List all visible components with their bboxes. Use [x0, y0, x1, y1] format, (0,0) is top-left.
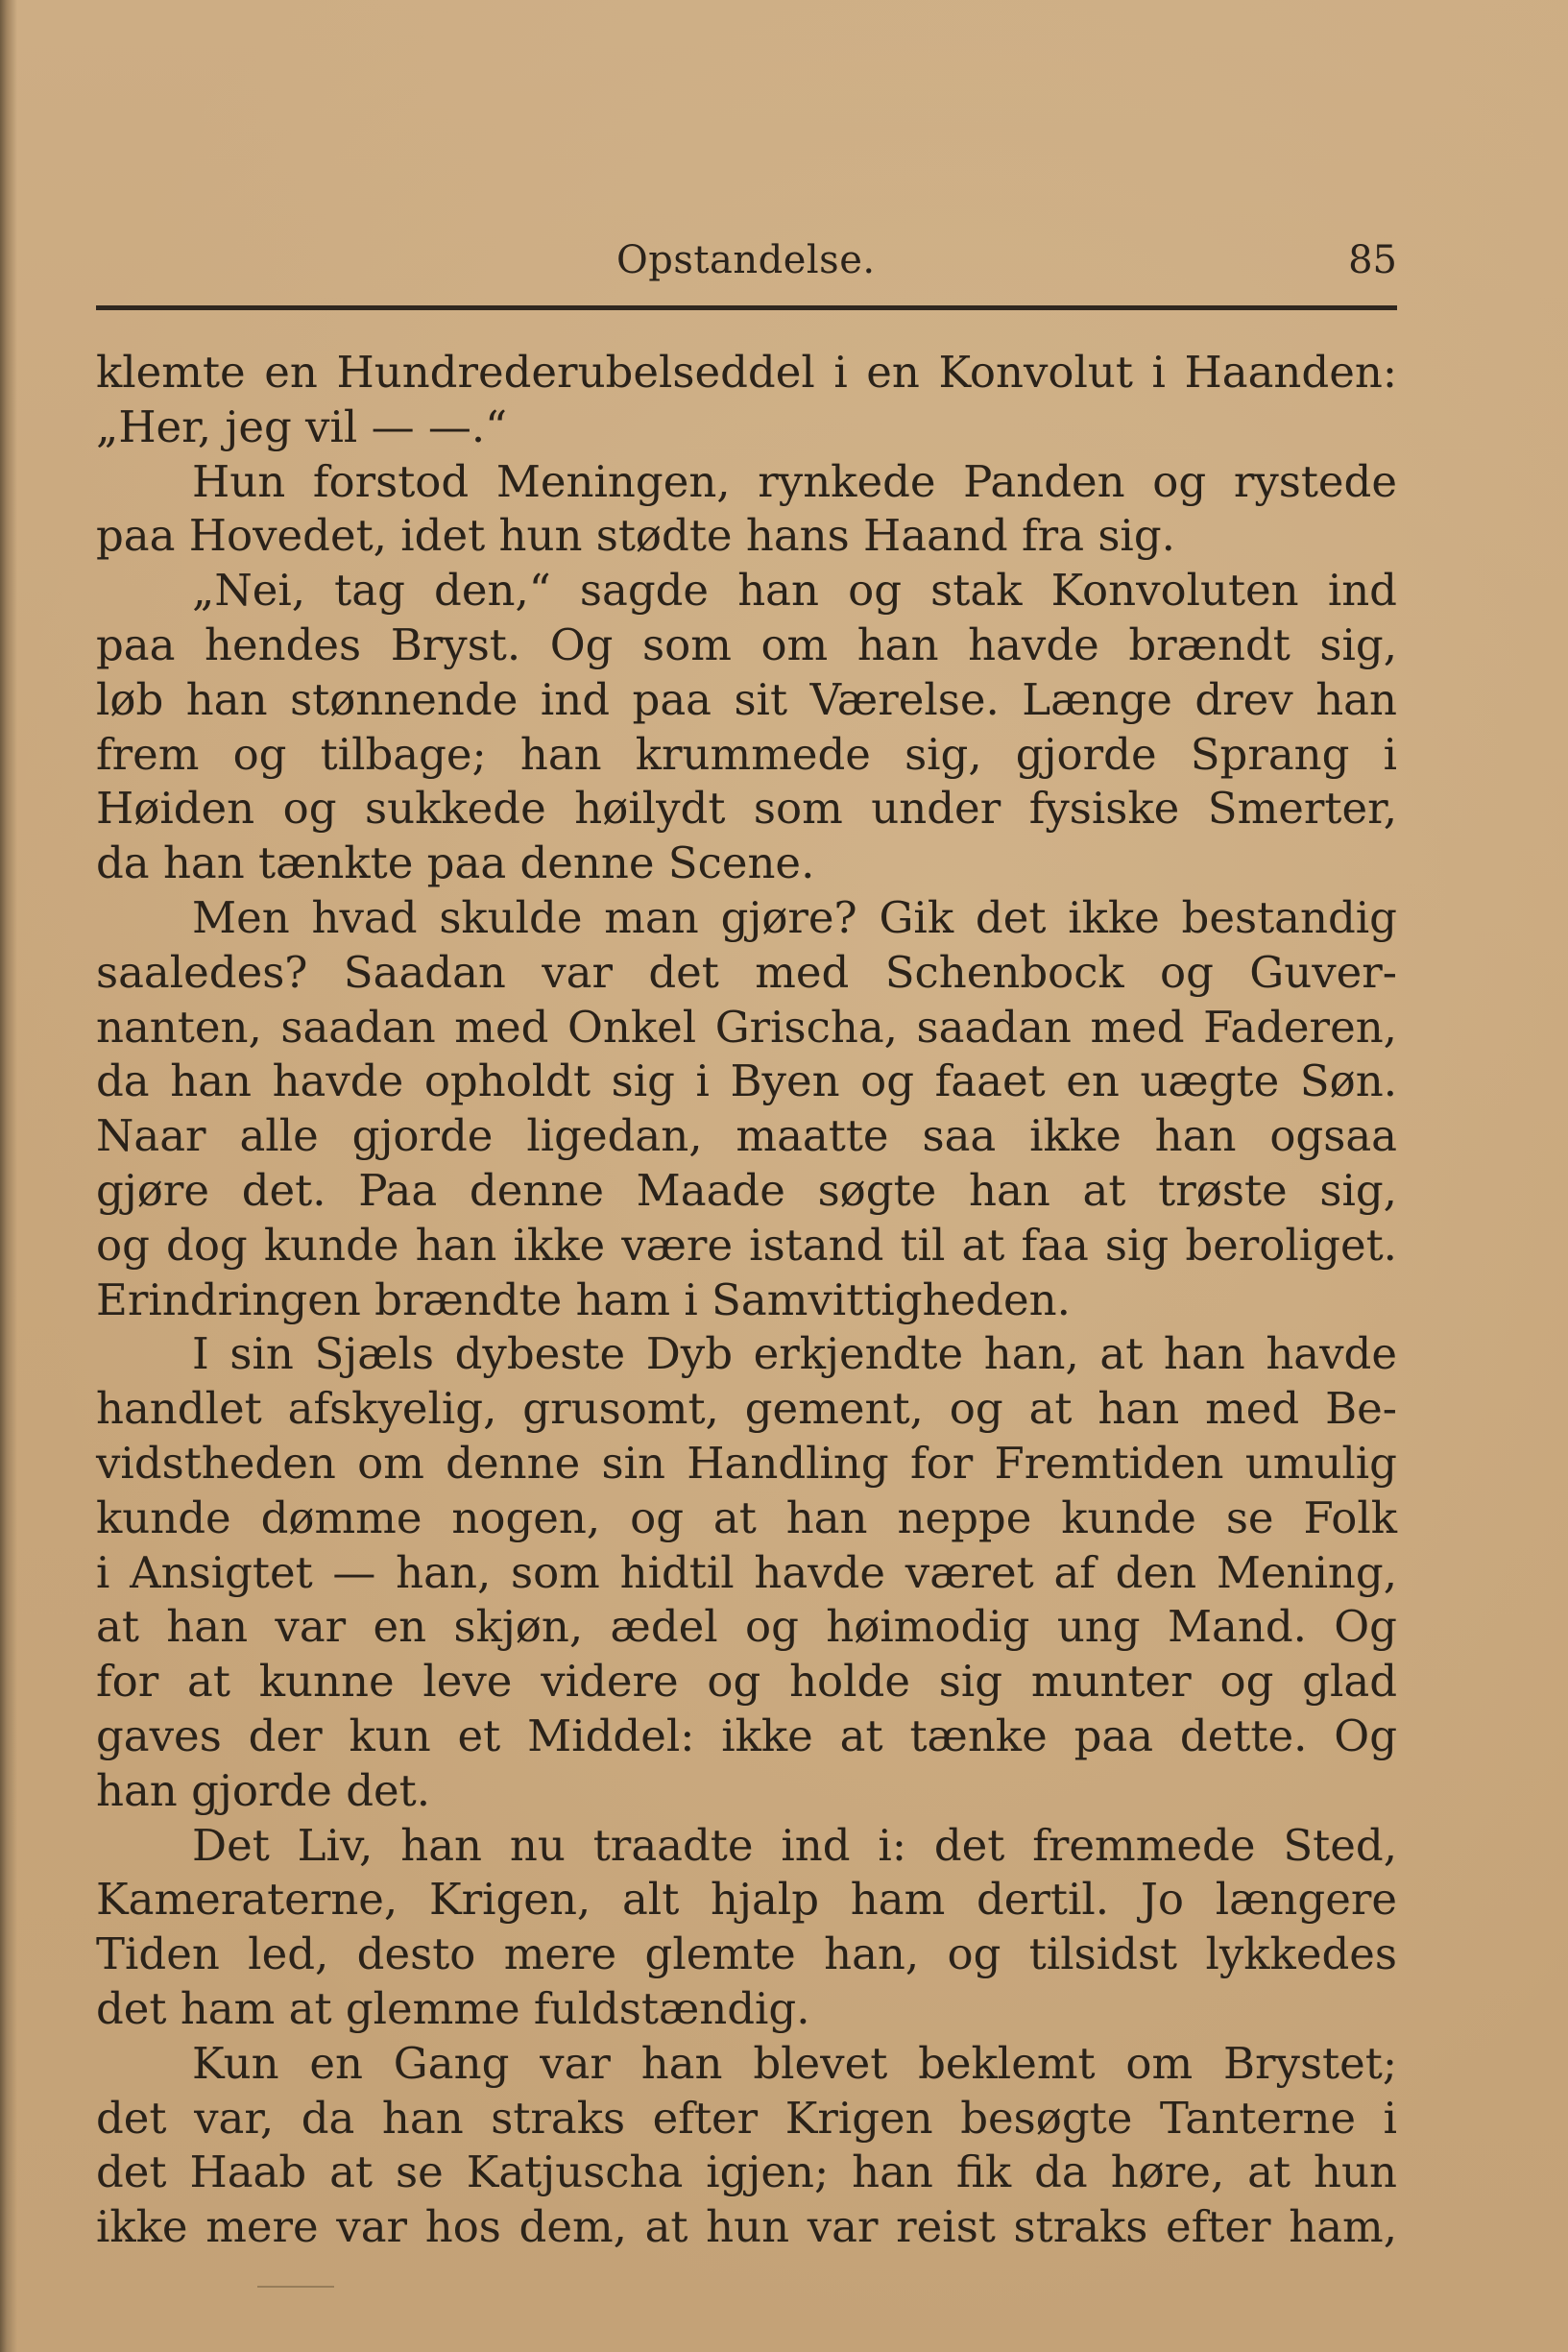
text-line: „Her, jeg vil — —.“ — [96, 400, 508, 452]
chapter-title: Opstandelse. — [616, 238, 876, 282]
text-line: for at kunne leve videre og holde sig munter og glad — [96, 1656, 1397, 1708]
text-line: paa Hovedet, idet hun stødte hans Haand fra sig. — [96, 510, 1175, 562]
text-line: Kameraterne, Krigen, alt hjalp ham dertil. Jo længere — [96, 1874, 1397, 1926]
text-line: frem og tilbage; han krummede sig, gjorde Sprang i — [96, 728, 1397, 780]
running-head — [96, 238, 1397, 288]
text-line: Erindringen brændte ham i Samvittigheden. — [96, 1273, 1071, 1325]
text-line: da han havde opholdt sig i Byen og faaet en uægte Søn. — [96, 1055, 1397, 1107]
text-line: at han var en skjøn, ædel og høimodig ung Mand. Og — [96, 1601, 1397, 1653]
text-line: han gjorde det. — [96, 1764, 431, 1816]
text-line: „Nei, tag den,“ sagde han og stak Konvoluten ind — [192, 565, 1397, 617]
text-line: det ham at glemme fuldstændig. — [96, 1982, 810, 2034]
text-line: Hun forstod Meningen, rynkede Panden og rystede — [192, 455, 1397, 507]
text-line: Tiden led, desto mere glemte han, og tilsidst lykkedes — [96, 1928, 1397, 1980]
page-binding-edge — [0, 0, 17, 2352]
body-text — [96, 346, 1397, 2255]
text-line: gjøre det. Paa denne Maade søgte han at trøste sig, — [96, 1164, 1397, 1216]
text-line: ikke mere var hos dem, at hun var reist straks efter ham, — [96, 2201, 1397, 2253]
text-line: vidstheden om denne sin Handling for Fremtiden umulig — [96, 1437, 1397, 1489]
text-line: klemte en Hundrederubelseddel i en Konvolut i Haanden: — [96, 347, 1397, 398]
text-line: det Haab at se Katjuscha igjen; han fik da høre, at hun — [96, 2146, 1397, 2198]
page-number: 85 — [1348, 238, 1397, 282]
footer-mark — [257, 2286, 334, 2288]
header-rule — [96, 305, 1397, 310]
text-line: handlet afskyelig, grusomt, gement, og at han med Be- — [96, 1383, 1397, 1435]
text-line: Det Liv, han nu traadte ind i: det fremmede Sted, — [192, 1819, 1397, 1871]
text-line: Kun en Gang var han blevet beklemt om Brystet; — [192, 2037, 1397, 2089]
text-line: I sin Sjæls dybeste Dyb erkjendte han, at han havde — [192, 1328, 1397, 1380]
text-line: Men hvad skulde man gjøre? Gik det ikke bestandig — [192, 891, 1397, 943]
text-line: da han tænkte paa denne Scene. — [96, 837, 815, 889]
text-line: saaledes? Saadan var det med Schenbock og Guver- — [96, 946, 1397, 998]
text-line: og dog kunde han ikke være istand til at faa sig beroliget. — [96, 1219, 1397, 1271]
text-line: gaves der kun et Middel: ikke at tænke paa dette. Og — [96, 1709, 1397, 1761]
text-line: i Ansigtet — han, som hidtil havde været af den Mening, — [96, 1546, 1397, 1598]
text-line: kunde dømme nogen, og at han neppe kunde se Folk — [96, 1491, 1397, 1543]
text-line: løb han stønnende ind paa sit Værelse. Længe drev han — [96, 673, 1397, 725]
text-line: paa hendes Bryst. Og som om han havde brændt sig, — [96, 618, 1397, 670]
text-line: nanten, saadan med Onkel Grischa, saadan med Faderen, — [96, 1001, 1397, 1053]
text-line: Naar alle gjorde ligedan, maatte saa ikke han ogsaa — [96, 1110, 1397, 1162]
text-line: Høiden og sukkede høilydt som under fysiske Smerter, — [96, 783, 1397, 835]
text-line: det var, da han straks efter Krigen besøgte Tanterne i — [96, 2092, 1397, 2144]
